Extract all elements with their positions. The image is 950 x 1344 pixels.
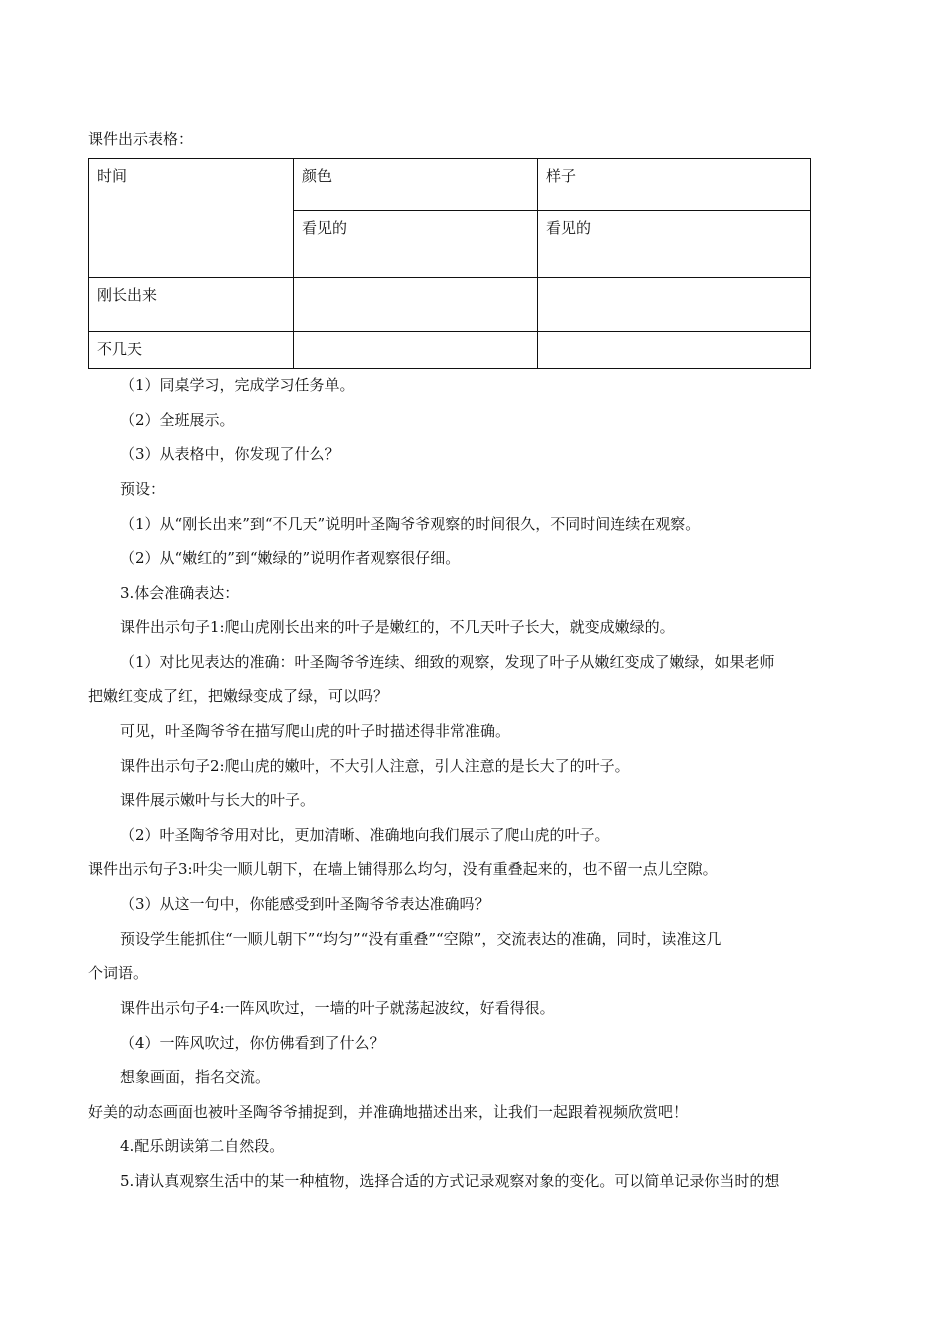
subheader-color-seen: 看见的	[294, 211, 538, 278]
body-line: （2）全班展示。	[120, 411, 235, 429]
body-line: 课件出示句子4:一阵风吹过，一墙的叶子就荡起波纹，好看得很。	[120, 999, 555, 1017]
body-line: （1）对比见表达的准确：叶圣陶爷爷连续、细致的观察，发现了叶子从嫩红变成了嫩绿，如果老师	[120, 653, 775, 671]
body-line: 个词语。	[88, 964, 149, 982]
body-line: （3）从表格中，你发现了什么？	[120, 445, 340, 463]
table-caption: 课件出示表格：	[88, 130, 194, 148]
body-line: 预设学生能抓住“一顺儿朝下”“均匀”“没有重叠”“空隙”，交流表达的准确，同时，读准这几	[120, 930, 722, 948]
body-line: 4.配乐朗读第二自然段。	[120, 1137, 285, 1155]
body-line: （2）从“嫩红的”到“嫩绿的”说明作者观察很仔细。	[120, 549, 461, 567]
body-line: （1）同桌学习，完成学习任务单。	[120, 376, 355, 394]
body-line: 好美的动态画面也被叶圣陶爷爷捕捉到，并准确地描述出来，让我们一起跟着视频欣赏吧！	[88, 1103, 689, 1121]
row-label-few-days: 不几天	[89, 332, 294, 369]
body-line: 3.体会准确表达：	[120, 584, 240, 602]
body-line: 课件出示句子3:叶尖一顺儿朝下，在墙上铺得那么均匀，没有重叠起来的，也不留一点儿空隙。	[88, 860, 718, 878]
header-shape: 样子	[538, 159, 811, 211]
header-time: 时间	[89, 159, 294, 278]
observation-table	[88, 158, 811, 369]
body-line: 预设：	[120, 480, 166, 498]
body-line: 可见，叶圣陶爷爷在描写爬山虎的叶子时描述得非常准确。	[120, 722, 511, 740]
body-line: 5.请认真观察生活中的某一种植物，选择合适的方式记录观察对象的变化。可以简单记录你当时的想	[120, 1172, 780, 1190]
table-cell-empty	[538, 278, 811, 332]
body-line: 把嫩红变成了红，把嫩绿变成了绿，可以吗？	[88, 687, 389, 705]
body-line: （4）一阵风吹过，你仿佛看到了什么？	[120, 1034, 385, 1052]
table-cell-empty	[294, 332, 538, 369]
body-line: （3）从这一句中，你能感受到叶圣陶爷爷表达准确吗？	[120, 895, 490, 913]
body-line: 课件展示嫩叶与长大的叶子。	[120, 791, 316, 809]
body-line: 课件出示句子2:爬山虎的嫩叶，不大引人注意，引人注意的是长大了的叶子。	[120, 757, 630, 775]
table-cell-empty	[538, 332, 811, 369]
subheader-shape-seen: 看见的	[538, 211, 811, 278]
header-color: 颜色	[294, 159, 538, 211]
row-label-just-grown: 刚长出来	[89, 278, 294, 332]
body-line: （1）从“刚长出来”到“不几天”说明叶圣陶爷爷观察的时间很久，不同时间连续在观察。	[120, 515, 701, 533]
table-cell-empty	[294, 278, 538, 332]
body-line: （2）叶圣陶爷爷用对比，更加清晰、准确地向我们展示了爬山虎的叶子。	[120, 826, 610, 844]
body-line: 课件出示句子1:爬山虎刚长出来的叶子是嫩红的，不几天叶子长大，就变成嫩绿的。	[120, 618, 675, 636]
body-line: 想象画面，指名交流。	[120, 1068, 271, 1086]
